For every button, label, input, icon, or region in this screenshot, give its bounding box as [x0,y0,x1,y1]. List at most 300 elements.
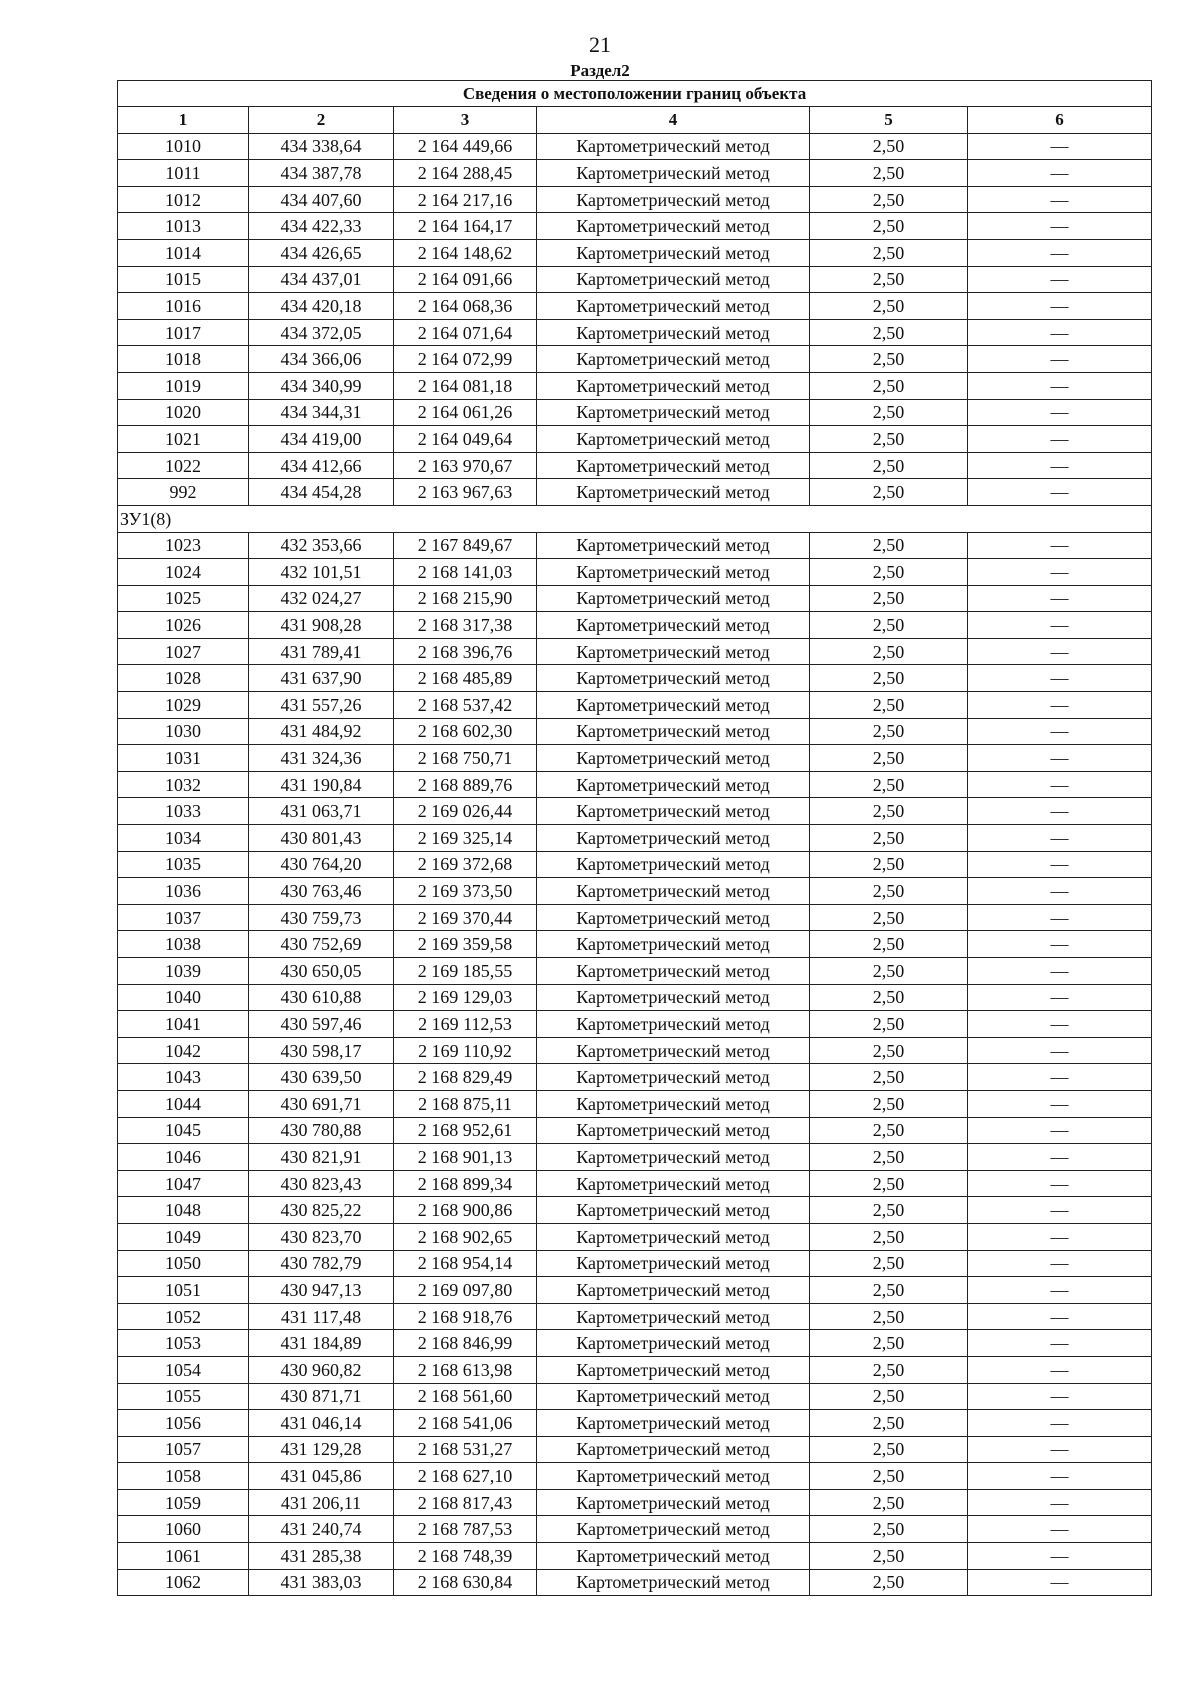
table-cell: Картометрический метод [537,1011,810,1038]
table-row [118,1489,1152,1516]
table-cell: 2 169 026,44 [394,798,537,825]
table-cell: 2,50 [810,1197,968,1224]
table-cell: — [968,1543,1152,1570]
table-cell: — [968,1037,1152,1064]
table-cell: — [968,1489,1152,1516]
table-cell: 1025 [118,585,249,612]
table-cell: Картометрический метод [537,1250,810,1277]
table-cell: 430 821,91 [249,1144,394,1171]
table-cell: Картометрический метод [537,984,810,1011]
table-cell: 1047 [118,1170,249,1197]
table-row [118,665,1152,692]
coordinates-table [117,80,1152,1596]
table-cell: 1044 [118,1090,249,1117]
table-cell: 434 420,18 [249,293,394,320]
table-cell: — [968,1064,1152,1091]
table-cell: 2 168 750,71 [394,745,537,772]
table-cell: 2,50 [810,426,968,453]
table-cell: 1035 [118,851,249,878]
table-cell: 2,50 [810,1543,968,1570]
group-label: ЗУ1(8) [118,505,1152,532]
table-cell: 2,50 [810,1356,968,1383]
table-cell: 431 789,41 [249,638,394,665]
table-cell: 1034 [118,825,249,852]
table-cell: — [968,1223,1152,1250]
table-row [118,293,1152,320]
table-cell: 2,50 [810,745,968,772]
table-cell: 430 759,73 [249,904,394,931]
table-cell: 2,50 [810,479,968,506]
table-cell: Картометрический метод [537,346,810,373]
table-row [118,133,1152,160]
column-header: 4 [537,107,810,134]
table-cell: — [968,692,1152,719]
table-cell: Картометрический метод [537,319,810,346]
column-header: 1 [118,107,249,134]
table-cell: — [968,984,1152,1011]
table-cell: 431 117,48 [249,1303,394,1330]
table-cell: Картометрический метод [537,1277,810,1304]
table-row [118,1383,1152,1410]
table-cell: 2,50 [810,798,968,825]
table-cell: 2 168 141,03 [394,559,537,586]
table-cell: — [968,160,1152,187]
table-cell: 2 168 846,99 [394,1330,537,1357]
table-cell: — [968,665,1152,692]
table-row [118,239,1152,266]
table-cell: 2 168 889,76 [394,771,537,798]
table-row [118,372,1152,399]
table-cell: — [968,612,1152,639]
table-cell: 1036 [118,878,249,905]
table-cell: — [968,1356,1152,1383]
table-body [118,133,1152,1596]
table-row [118,1569,1152,1596]
table-row [118,585,1152,612]
table-cell: Картометрический метод [537,745,810,772]
table-cell: 2,50 [810,1489,968,1516]
table-row [118,1090,1152,1117]
table-cell: 1021 [118,426,249,453]
table-row [118,186,1152,213]
table-row [118,426,1152,453]
table-cell: 2 168 901,13 [394,1144,537,1171]
table-cell: 434 454,28 [249,479,394,506]
table-cell: 2 169 373,50 [394,878,537,905]
table-cell: 2 164 068,36 [394,293,537,320]
table-cell: — [968,372,1152,399]
table-cell: — [968,1516,1152,1543]
table-cell: 2 168 602,30 [394,718,537,745]
table-cell: 2 168 954,14 [394,1250,537,1277]
table-row [118,213,1152,240]
table-cell: — [968,1383,1152,1410]
table-cell: 2,50 [810,718,968,745]
table-cell: Картометрический метод [537,692,810,719]
table-cell: 2 164 148,62 [394,239,537,266]
table-cell: 1017 [118,319,249,346]
table-cell: Картометрический метод [537,798,810,825]
table-row [118,160,1152,187]
table-cell: 430 650,05 [249,958,394,985]
table-caption: Сведения о местоположении границ объекта [118,81,1152,107]
table-cell: — [968,1011,1152,1038]
table-cell: — [968,771,1152,798]
table-cell: 1043 [118,1064,249,1091]
table-cell: 1023 [118,532,249,559]
table-cell: 431 206,11 [249,1489,394,1516]
table-cell: 2 164 072,99 [394,346,537,373]
table-cell: 2 169 097,80 [394,1277,537,1304]
table-cell: Картометрический метод [537,1117,810,1144]
table-cell: 434 344,31 [249,399,394,426]
table-cell: 2,50 [810,771,968,798]
table-cell: 2,50 [810,1250,968,1277]
table-cell: 2,50 [810,825,968,852]
table-cell: 1032 [118,771,249,798]
table-cell: 1041 [118,1011,249,1038]
table-cell: 431 240,74 [249,1516,394,1543]
table-row [118,612,1152,639]
table-cell: 2 164 217,16 [394,186,537,213]
table-row [118,1037,1152,1064]
table-cell: 434 407,60 [249,186,394,213]
table-cell: Картометрический метод [537,293,810,320]
table-cell: 2 169 359,58 [394,931,537,958]
table-cell: 1028 [118,665,249,692]
table-cell: — [968,213,1152,240]
table-cell: 2 168 900,86 [394,1197,537,1224]
table-cell: 2,50 [810,213,968,240]
table-cell: 1015 [118,266,249,293]
table-cell: 2 169 185,55 [394,958,537,985]
table-cell: 2,50 [810,372,968,399]
table-row [118,771,1152,798]
table-cell: 431 190,84 [249,771,394,798]
table-cell: Картометрический метод [537,186,810,213]
table-cell: 2,50 [810,851,968,878]
table-cell: 2 164 091,66 [394,266,537,293]
table-cell: 2,50 [810,585,968,612]
table-row [118,319,1152,346]
table-cell: 2,50 [810,1303,968,1330]
table-cell: 2,50 [810,1223,968,1250]
table-cell: 2,50 [810,1064,968,1091]
table-cell: 430 823,43 [249,1170,394,1197]
table-cell: 1048 [118,1197,249,1224]
table-cell: Картометрический метод [537,1197,810,1224]
table-caption-row [118,81,1152,107]
table-cell: Картометрический метод [537,825,810,852]
table-cell: 1040 [118,984,249,1011]
table-cell: 430 960,82 [249,1356,394,1383]
table-cell: 2 168 829,49 [394,1064,537,1091]
table-cell: 1042 [118,1037,249,1064]
table-cell: Картометрический метод [537,239,810,266]
table-row [118,1330,1152,1357]
table-cell: 1022 [118,452,249,479]
table-cell: 2,50 [810,186,968,213]
table-cell: 2 168 317,38 [394,612,537,639]
table-cell: 2,50 [810,293,968,320]
table-cell: 431 129,28 [249,1436,394,1463]
table-cell: 1060 [118,1516,249,1543]
table-cell: 1045 [118,1117,249,1144]
table-cell: — [968,1144,1152,1171]
table-cell: Картометрический метод [537,426,810,453]
table-row [118,745,1152,772]
table-row [118,1516,1152,1543]
table-row [118,1197,1152,1224]
table-cell: 431 908,28 [249,612,394,639]
table-cell: — [968,1090,1152,1117]
table-cell: 2 168 918,76 [394,1303,537,1330]
table-cell: 2 168 875,11 [394,1090,537,1117]
table-cell: Картометрический метод [537,931,810,958]
table-cell: Картометрический метод [537,160,810,187]
table-cell: — [968,266,1152,293]
table-cell: 2,50 [810,958,968,985]
table-cell: — [968,638,1152,665]
table-cell: — [968,239,1152,266]
table-cell: 2 163 967,63 [394,479,537,506]
table-cell: 2,50 [810,1170,968,1197]
table-cell: Картометрический метод [537,1516,810,1543]
table-cell: 431 484,92 [249,718,394,745]
table-cell: 1020 [118,399,249,426]
table-cell: 2,50 [810,1569,968,1596]
table-cell: 430 752,69 [249,931,394,958]
table-cell: — [968,878,1152,905]
column-header: 5 [810,107,968,134]
table-cell: 434 412,66 [249,452,394,479]
table-cell: — [968,585,1152,612]
table-cell: Картометрический метод [537,1383,810,1410]
table-cell: 1016 [118,293,249,320]
table-cell: 434 366,06 [249,346,394,373]
table-cell: Картометрический метод [537,372,810,399]
table-cell: — [968,532,1152,559]
table-cell: 2 168 215,90 [394,585,537,612]
table-cell: 2 163 970,67 [394,452,537,479]
table-row [118,984,1152,1011]
table-cell: 1046 [118,1144,249,1171]
table-cell: 2,50 [810,1011,968,1038]
table-cell: 2,50 [810,665,968,692]
table-cell: 1018 [118,346,249,373]
table-cell: 430 825,22 [249,1197,394,1224]
table-cell: 1057 [118,1436,249,1463]
column-header: 6 [968,107,1152,134]
table-cell: — [968,1330,1152,1357]
table-cell: 2 164 061,26 [394,399,537,426]
table-cell: 2 169 110,92 [394,1037,537,1064]
table-cell: Картометрический метод [537,958,810,985]
table-cell: 2 168 613,98 [394,1356,537,1383]
table-cell: Картометрический метод [537,1569,810,1596]
table-row [118,532,1152,559]
table-row [118,1356,1152,1383]
table-cell: 434 372,05 [249,319,394,346]
table-row [118,851,1152,878]
table-cell: 431 285,38 [249,1543,394,1570]
table-cell: 2 168 748,39 [394,1543,537,1570]
table-cell: 1010 [118,133,249,160]
table-cell: 1059 [118,1489,249,1516]
table-cell: 434 426,65 [249,239,394,266]
table-cell: 2 169 370,44 [394,904,537,931]
table-cell: — [968,1303,1152,1330]
table-cell: 2,50 [810,532,968,559]
table-cell: 431 324,36 [249,745,394,772]
table-cell: 1026 [118,612,249,639]
table-cell: — [968,851,1152,878]
table-cell: 430 691,71 [249,1090,394,1117]
table-cell: 2,50 [810,1463,968,1490]
table-cell: Картометрический метод [537,1463,810,1490]
table-cell: Картометрический метод [537,1144,810,1171]
table-cell: Картометрический метод [537,1489,810,1516]
table-cell: — [968,904,1152,931]
table-cell: 432 024,27 [249,585,394,612]
table-cell: 1062 [118,1569,249,1596]
table-cell: 1038 [118,931,249,958]
table-cell: 2 168 485,89 [394,665,537,692]
page-number: 21 [589,32,611,57]
table-cell: 2,50 [810,1410,968,1437]
table-cell: — [968,186,1152,213]
table-row [118,266,1152,293]
table-cell: 992 [118,479,249,506]
table-row [118,1410,1152,1437]
table-cell: Картометрический метод [537,532,810,559]
table-cell: 1024 [118,559,249,586]
table-row [118,958,1152,985]
table-cell: 432 353,66 [249,532,394,559]
table-row [118,1223,1152,1250]
table-cell: 2 164 449,66 [394,133,537,160]
table-cell: 434 437,01 [249,266,394,293]
column-header-row [118,107,1152,134]
table-cell: 430 610,88 [249,984,394,1011]
table-cell: 1012 [118,186,249,213]
column-header: 3 [394,107,537,134]
table-cell: — [968,293,1152,320]
table-cell: 2 168 630,84 [394,1569,537,1596]
table-cell: 1039 [118,958,249,985]
table-cell: Картометрический метод [537,266,810,293]
table-cell: 1050 [118,1250,249,1277]
table-cell: 430 763,46 [249,878,394,905]
table-cell: 1011 [118,160,249,187]
table-row [118,1463,1152,1490]
table-cell: 1051 [118,1277,249,1304]
table-cell: 430 947,13 [249,1277,394,1304]
table-cell: 2 168 396,76 [394,638,537,665]
table-cell: 1013 [118,213,249,240]
table-cell: 2 168 902,65 [394,1223,537,1250]
table-cell: 1029 [118,692,249,719]
table-cell: 430 871,71 [249,1383,394,1410]
table-cell: — [968,559,1152,586]
table-cell: 2 169 372,68 [394,851,537,878]
table-cell: 430 597,46 [249,1011,394,1038]
column-header: 2 [249,107,394,134]
table-cell: 2 168 899,34 [394,1170,537,1197]
table-cell: 2,50 [810,160,968,187]
table-row [118,1011,1152,1038]
table-cell: — [968,1250,1152,1277]
group-row [118,505,1152,532]
table-cell: — [968,1569,1152,1596]
table-row [118,1250,1152,1277]
table-cell: 2 164 164,17 [394,213,537,240]
table-cell: 1031 [118,745,249,772]
table-row [118,452,1152,479]
table-cell: 431 045,86 [249,1463,394,1490]
table-cell: Картометрический метод [537,1410,810,1437]
table-cell: 2,50 [810,1330,968,1357]
table-cell: 2 164 049,64 [394,426,537,453]
table-row [118,904,1152,931]
table-row [118,1117,1152,1144]
table-cell: 2 164 071,64 [394,319,537,346]
table-cell: 2 168 537,42 [394,692,537,719]
table-cell: Картометрический метод [537,904,810,931]
table-cell: 2,50 [810,1144,968,1171]
table-row [118,1170,1152,1197]
table-row [118,1277,1152,1304]
table-cell: Картометрический метод [537,1090,810,1117]
table-cell: Картометрический метод [537,771,810,798]
table-cell: 2,50 [810,1436,968,1463]
table-row [118,1543,1152,1570]
table-cell: 430 780,88 [249,1117,394,1144]
table-cell: 2,50 [810,559,968,586]
table-cell: 1033 [118,798,249,825]
table-cell: 2,50 [810,878,968,905]
table-row [118,1436,1152,1463]
table-cell: Картометрический метод [537,1223,810,1250]
table-cell: — [968,958,1152,985]
table-cell: 2,50 [810,1277,968,1304]
table-cell: Картометрический метод [537,878,810,905]
table-cell: 430 823,70 [249,1223,394,1250]
table-cell: 1014 [118,239,249,266]
table-cell: — [968,1277,1152,1304]
table-cell: — [968,931,1152,958]
table-cell: Картометрический метод [537,1330,810,1357]
table-cell: 2,50 [810,1516,968,1543]
table-cell: 431 184,89 [249,1330,394,1357]
table-cell: — [968,452,1152,479]
table-row [118,931,1152,958]
table-cell: 2,50 [810,904,968,931]
table-cell: 2,50 [810,1383,968,1410]
table-cell: 2,50 [810,931,968,958]
table-cell: — [968,133,1152,160]
table-cell: 2,50 [810,319,968,346]
section-title: Раздел2 [570,61,630,80]
table-cell: — [968,479,1152,506]
table-cell: 431 046,14 [249,1410,394,1437]
table-row [118,692,1152,719]
table-row [118,825,1152,852]
table-cell: 1055 [118,1383,249,1410]
table-cell: Картометрический метод [537,399,810,426]
table-cell: — [968,825,1152,852]
table-cell: Картометрический метод [537,479,810,506]
